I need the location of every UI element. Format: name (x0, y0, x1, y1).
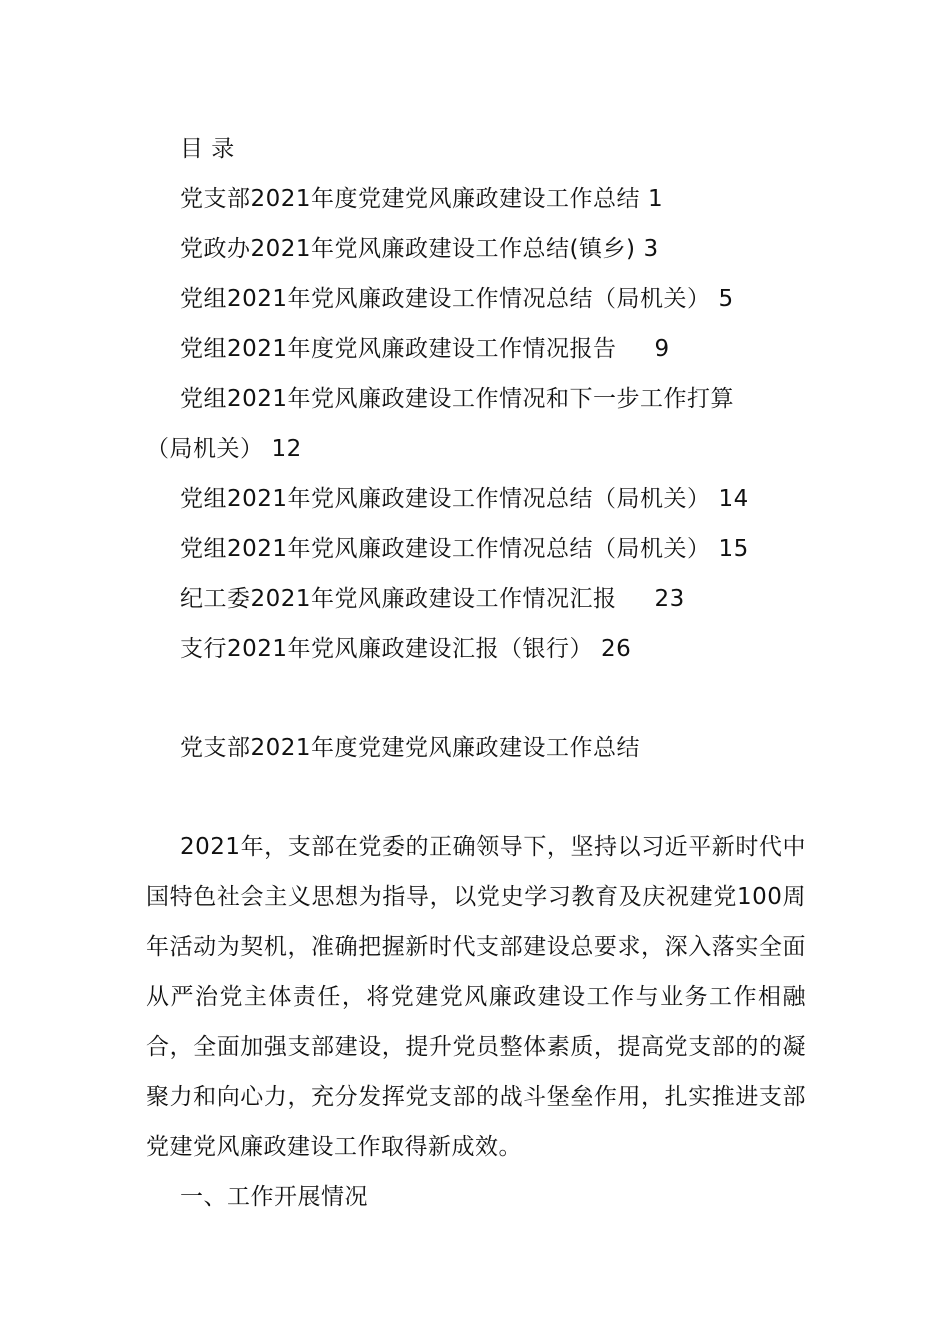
toc-item (180, 184, 663, 214)
toc-item-page: 26 (601, 636, 632, 662)
section-heading: 一、工作开展情况 (180, 1184, 368, 1210)
toc-item (180, 334, 670, 364)
toc-item-title: 党组2021年党风廉政建设工作情况总结（局机关） (180, 536, 711, 562)
toc-item-title-cont: （局机关） (146, 436, 264, 462)
toc-item (180, 384, 734, 414)
toc-heading: 目 录 (180, 136, 235, 162)
article-title: 党支部2021年度党建党风廉政建设工作总结 (180, 735, 641, 761)
toc-item-page: 14 (718, 486, 749, 512)
toc-item-title: 党组2021年党风廉政建设工作情况总结（局机关） (180, 486, 711, 512)
toc-item-title: 党组2021年党风廉政建设工作情况和下一步工作打算 (180, 386, 735, 412)
toc-item (180, 284, 734, 314)
toc-item (180, 584, 685, 614)
toc-item-page: 3 (643, 236, 659, 262)
toc-item-page: 9 (654, 336, 670, 362)
toc-item-page: 23 (654, 586, 685, 612)
toc-item (180, 534, 749, 564)
toc-item (180, 484, 749, 514)
toc-item-page: 5 (718, 286, 734, 312)
toc-item-title: 党组2021年度党风廉政建设工作情况报告 (180, 336, 617, 362)
toc-item-title: 党组2021年党风廉政建设工作情况总结（局机关） (180, 286, 711, 312)
toc-item-title: 党政办2021年党风廉政建设工作总结(镇乡) (180, 236, 636, 262)
toc-item-page: 12 (271, 436, 302, 462)
toc-item-title: 党支部2021年度党建党风廉政建设工作总结 (180, 186, 641, 212)
toc-item-continuation (146, 434, 302, 464)
toc-item-title: 纪工委2021年党风廉政建设工作情况汇报 (180, 586, 617, 612)
article-paragraph: 2021年，支部在党委的正确领导下，坚持以习近平新时代中国特色社会主义思想为指导，以党史学习教育及庆祝建党100周年活动为契机，准确把握新时代支部建设总要求，深入落实全面从严治党主体责任，将党建党风廉政建设工作与业务工作相融合，全面加强支部建设，提升党员整体素质，提高党支部的的凝聚力和向心力，充分发挥党支部的战斗堡垒作用，扎实推进支部党建党风廉政建设工作取得新成效。 (146, 834, 806, 1160)
toc-item-page: 1 (648, 186, 664, 212)
toc-item-title: 支行2021年党风廉政建设汇报（银行） (180, 636, 594, 662)
toc-item (180, 234, 659, 264)
toc-item-page: 15 (718, 536, 749, 562)
toc-item (180, 634, 631, 664)
